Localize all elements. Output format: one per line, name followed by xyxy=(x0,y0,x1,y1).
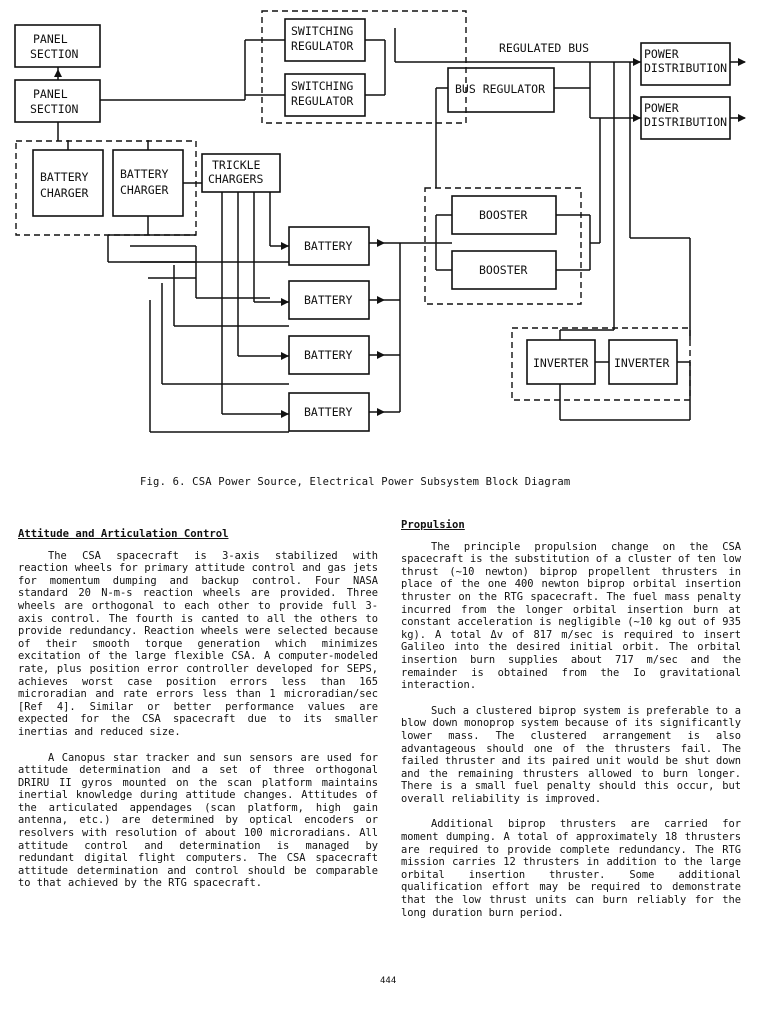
inverter-label-1: INVERTER xyxy=(533,356,589,370)
booster-label-1: BOOSTER xyxy=(479,208,528,222)
switching-regulator-label-2a: SWITCHING xyxy=(291,79,354,93)
panel-section-label-2b: SECTION xyxy=(30,102,79,116)
power-distribution-label-2b: DISTRIBUTION xyxy=(644,115,728,129)
attitude-paragraph-2: A Canopus star tracker and sun sensors are used for attitude determination and a set of three orthogonal DRIRU II gyros mounted on the scan platform maintains inertial knowledge during attitude changes. Attitudes of the articulated appendages (scan platform, high gain antenna, etc.) are determined by optical encoders or resolvers with resolution of about 100 microradians. All attitude control and determination is managed by redundant digital flight computers. The CSA spacecraft attitude determination and control should be comparable to that achieved by the RTG spacecraft. xyxy=(18,751,378,890)
power-distribution-label-2a: POWER xyxy=(644,101,679,115)
attitude-paragraph-1: The CSA spacecraft is 3-axis stabilized with reaction wheels for primary attitude control and gas jets for momentum dumping and backup control. Four NASA standard 20 N-m-s reaction wheels are provided. Three wheels are orthogonal to each other to provide full 3-axis control. The fourth is canted to all the others to provide redundancy. Reaction wheels were selected because of their smooth torque generation which minimizes excitation of the large flexible CSA. A computer-modeled rate, plus position error controller developed for SEPS, achieves worst case position errors less than 165 microradian and rate errors less than 1 microradian/sec [Ref 4]. Similar or better performance values are expected for the CSA spacecraft due to its smaller inertias and reduced size. xyxy=(18,549,378,738)
power-distribution-label-1a: POWER xyxy=(644,47,679,61)
switching-regulator-label-1a: SWITCHING xyxy=(291,24,354,38)
booster-label-2: BOOSTER xyxy=(479,263,528,277)
battery-label-3: BATTERY xyxy=(304,348,353,362)
battery-label-1: BATTERY xyxy=(304,239,353,253)
propulsion-section xyxy=(401,519,741,932)
power-distribution-label-1b: DISTRIBUTION xyxy=(644,61,728,75)
trickle-chargers-label-a: TRICKLE xyxy=(212,158,261,172)
switching-regulator-label-1b: REGULATOR xyxy=(291,39,354,53)
attitude-control-heading: Attitude and Articulation Control xyxy=(18,528,229,540)
attitude-control-section xyxy=(18,528,378,903)
regulated-bus-label: REGULATED BUS xyxy=(499,41,590,55)
trickle-chargers-label-b: CHARGERS xyxy=(208,172,264,186)
battery-charger-label-1a: BATTERY xyxy=(40,170,89,184)
panel-section-label-2a: PANEL xyxy=(33,87,68,101)
panel-section-label-1b: SECTION xyxy=(30,47,79,61)
bus-regulator-label: BUS REGULATOR xyxy=(455,82,546,96)
inverter-label-2: INVERTER xyxy=(614,356,670,370)
panel-section-label-1a: PANEL xyxy=(33,32,68,46)
figure-caption: Fig. 6. CSA Power Source, Electrical Power Subsystem Block Diagram xyxy=(140,476,571,488)
propulsion-paragraph-2: Such a clustered biprop system is preferable to a blow down monoprop system because of its significantly lower mass. The clustered arrangement is also advantageous should one of the thrusters fail. The failed thruster and its paired unit would be shut down and the remaining thrusters allowed to burn longer. There is a small fuel penalty should this occur, but overall reliability is improved. xyxy=(401,704,741,805)
switching-regulator-label-2b: REGULATOR xyxy=(291,94,354,108)
battery-charger-label-2a: BATTERY xyxy=(120,167,169,181)
propulsion-paragraph-1: The principle propulsion change on the CSA spacecraft is the substitution of a cluster of ten low thrust (~10 newton) biprop propellent thrusters in place of the one 400 newton biprop orbital insertion thruster on the RTG spacecraft. The fuel mass penalty incurred from the longer orbital insertion burn at constant acceleration is negligible (~10 kg out of 935 kg). A total Δv of 817 m/sec is required to insert Galileo into the desired initial orbit. The orbital insertion burn supplies about 717 m/sec and the remainder is obtained from the Io gravitational interaction. xyxy=(401,540,741,692)
page-number: 444 xyxy=(380,976,397,986)
propulsion-paragraph-3: Additional biprop thrusters are carried for moment dumping. A total of approximately 18 thrusters are required to provide complete redundancy. The RTG mission carries 12 thrusters in addition to the large orbital insertion thruster. Some additional qualification effort may be required to demonstrate that the low thrust units can burn reliably for the long duration burn period. xyxy=(401,818,741,919)
power-subsystem-block-diagram xyxy=(0,0,773,470)
battery-label-4: BATTERY xyxy=(304,405,353,419)
battery-charger-label-2b: CHARGER xyxy=(120,183,169,197)
battery-label-2: BATTERY xyxy=(304,293,353,307)
propulsion-heading: Propulsion xyxy=(401,519,465,531)
battery-charger-label-1b: CHARGER xyxy=(40,186,89,200)
booster-enclosure xyxy=(425,188,581,304)
